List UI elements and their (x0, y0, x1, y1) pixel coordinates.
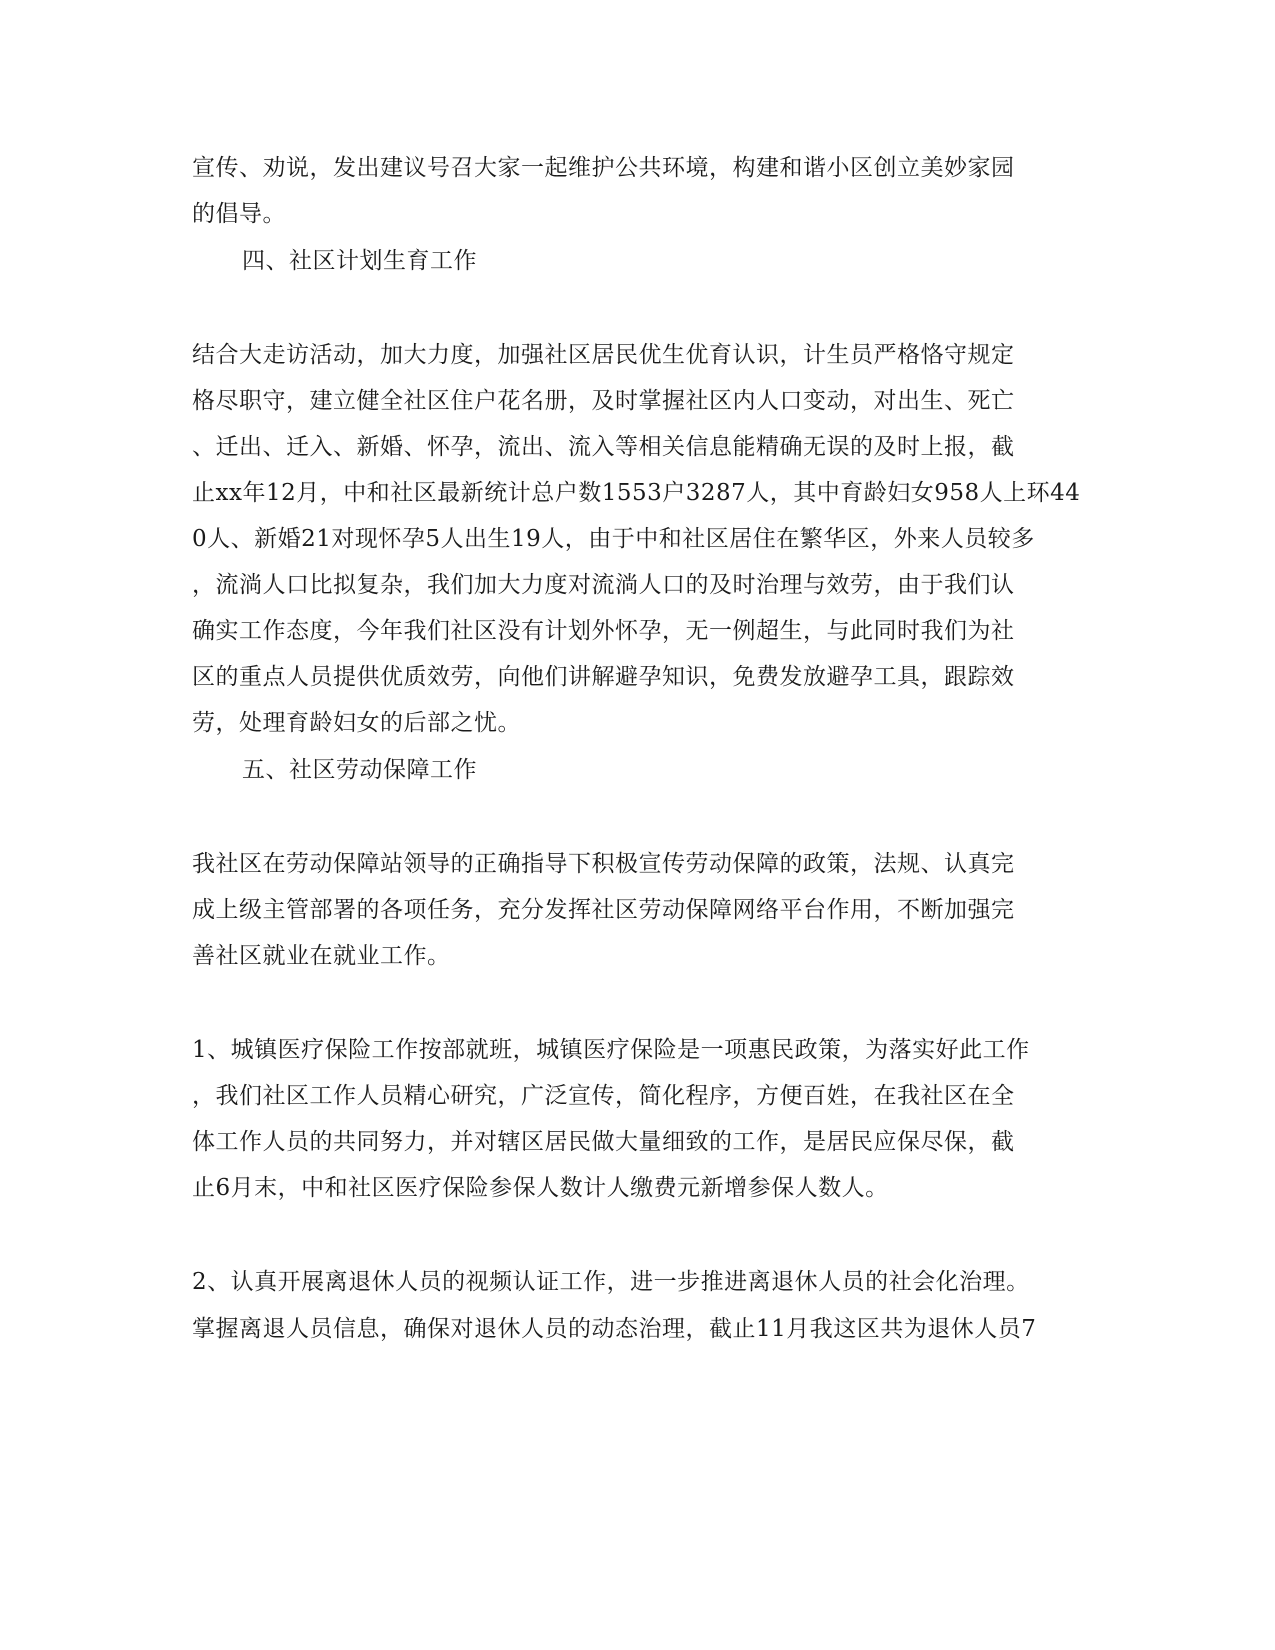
text-line: 止xx年12月，中和社区最新统计总户数1553户3287人，其中育龄妇女958人上环44 (192, 480, 1081, 506)
text-line: 区的重点人员提供优质效劳，向他们讲解避孕知识，免费发放避孕工具，跟踪效 (192, 664, 1015, 690)
text-line: 止6月末，中和社区医疗保险参保人数计人缴费元新增参保人数人。 (192, 1175, 889, 1201)
text-line: 0人、新婚21对现怀孕5人出生19人，由于中和社区居住在繁华区，外来人员较多 (192, 526, 1035, 552)
text-line: 1、城镇医疗保险工作按部就班，城镇医疗保险是一项惠民政策，为落实好此工作 (192, 1037, 1030, 1063)
text-line: 的倡导。 (192, 201, 286, 227)
text-line: 、迁出、迁入、新婚、怀孕，流出、流入等相关信息能精确无误的及时上报，截 (192, 434, 1015, 460)
text-line: ，我们社区工作人员精心研究，广泛宣传，简化程序，方便百姓，在我社区在全 (192, 1083, 1015, 1109)
text-line: 2、认真开展离退休人员的视频认证工作，进一步推进离退休人员的社会化治理。 (192, 1269, 1030, 1295)
text-line: 格尽职守，建立健全社区住户花名册，及时掌握社区内人口变动，对出生、死亡 (192, 388, 1015, 414)
text-line: 宣传、劝说，发出建议号召大家一起维护公共环境，构建和谐小区创立美妙家园 (192, 155, 1015, 181)
text-line: 善社区就业在就业工作。 (192, 943, 451, 969)
section-heading-family-planning: 四、社区计划生育工作 (242, 248, 477, 274)
text-line: 劳，处理育龄妇女的后部之忧。 (192, 710, 521, 736)
section-heading-labor-security: 五、社区劳动保障工作 (242, 757, 477, 783)
text-line: ，流淌人口比拟复杂，我们加大力度对流淌人口的及时治理与效劳，由于我们认 (192, 572, 1015, 598)
text-line: 确实工作态度，今年我们社区没有计划外怀孕，无一例超生，与此同时我们为社 (192, 618, 1015, 644)
text-line: 我社区在劳动保障站领导的正确指导下积极宣传劳动保障的政策，法规、认真完 (192, 851, 1015, 877)
text-line: 结合大走访活动，加大力度，加强社区居民优生优育认识，计生员严格恪守规定 (192, 342, 1015, 368)
text-line: 掌握离退人员信息，确保对退休人员的动态治理，截止11月我这区共为退休人员7 (192, 1316, 1037, 1342)
text-line: 成上级主管部署的各项任务，充分发挥社区劳动保障网络平台作用，不断加强完 (192, 897, 1015, 923)
text-line: 体工作人员的共同努力，并对辖区居民做大量细致的工作，是居民应保尽保，截 (192, 1129, 1015, 1155)
